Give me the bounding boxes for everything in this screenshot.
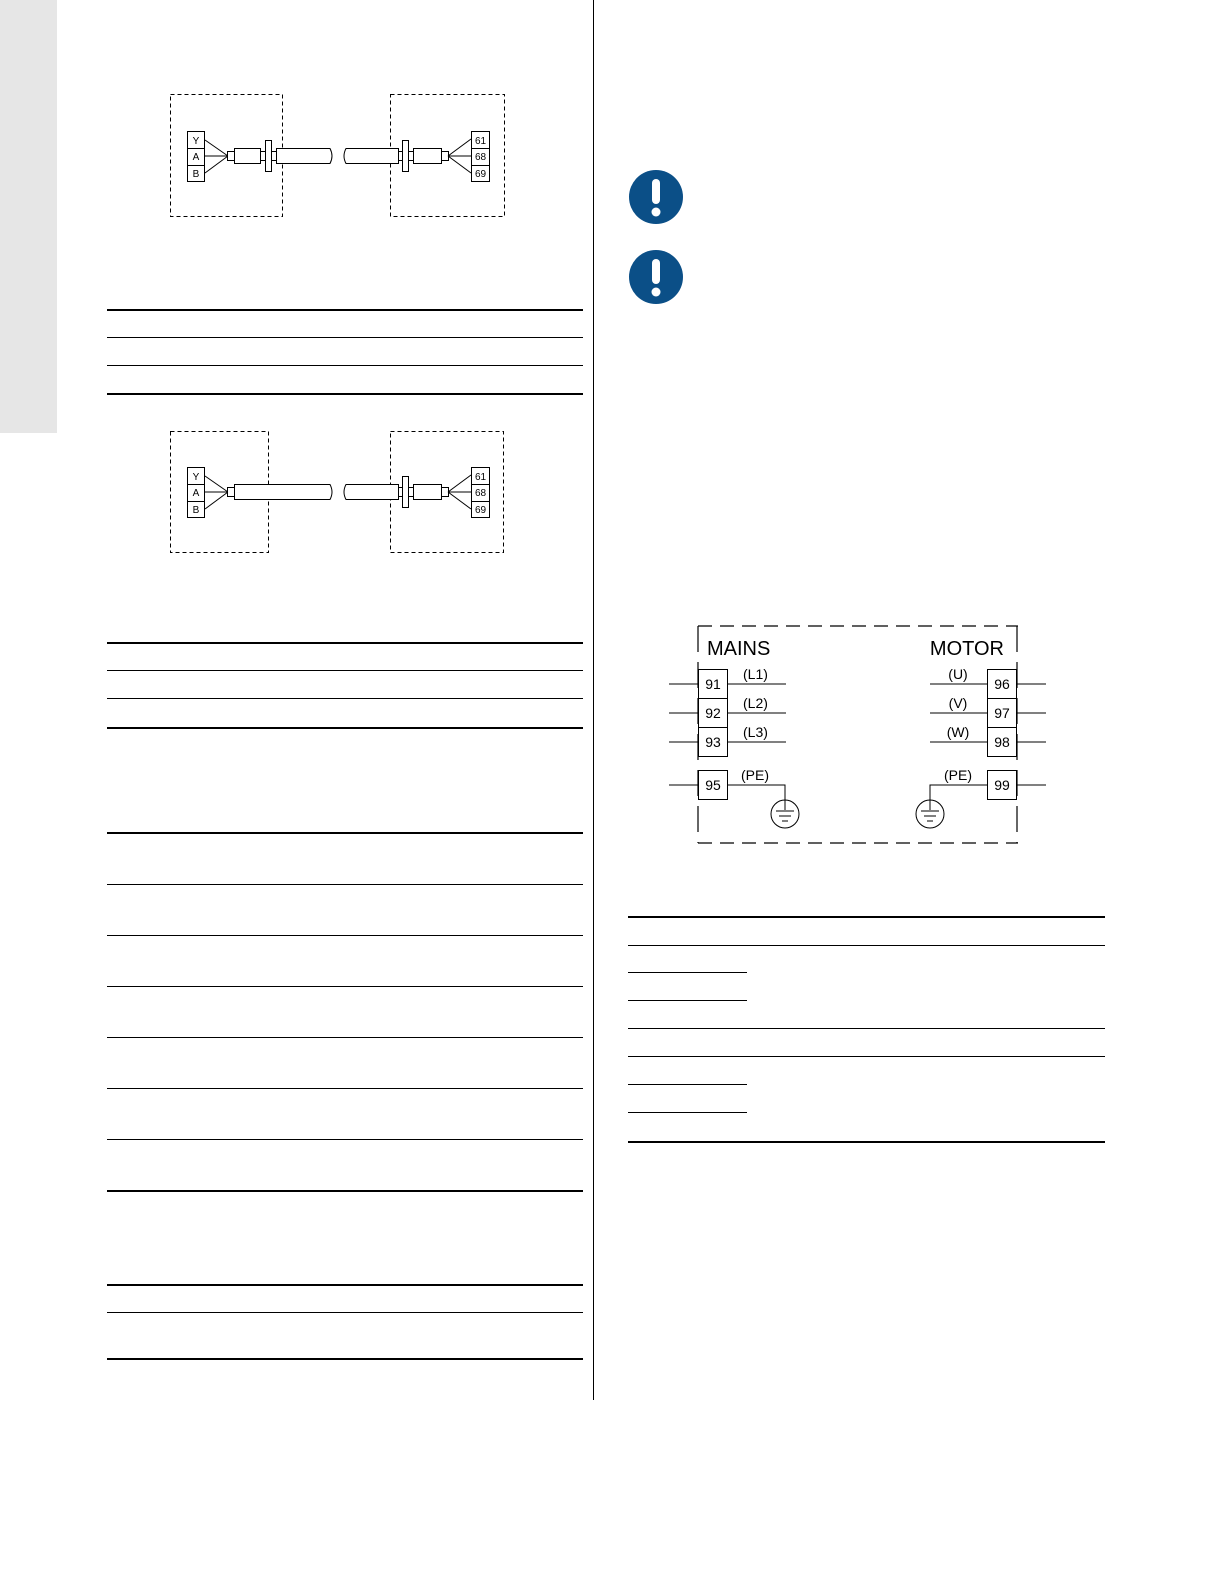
- table-rule: [628, 945, 1105, 946]
- left-terminal-b: B: [192, 169, 200, 180]
- motor-signal-pe: (PE): [944, 767, 972, 783]
- right-terminal-68: 68: [474, 152, 487, 163]
- mains-terminal-92: 92: [705, 705, 721, 721]
- table-rule: [107, 1284, 583, 1286]
- motor-signal-u: (U): [948, 666, 968, 682]
- table-rule: [628, 972, 747, 973]
- mains-terminal-95: 95: [705, 777, 721, 793]
- table-rule: [628, 1028, 1105, 1029]
- table-rule: [107, 986, 583, 987]
- right-terminal-68: 68: [474, 488, 487, 499]
- left-terminal-a: A: [192, 152, 200, 163]
- left-terminal-y: Y: [192, 136, 200, 147]
- right-terminal-69: 69: [474, 505, 487, 516]
- right-terminal-61: 61: [474, 472, 487, 483]
- mains-signal-l2: (L2): [743, 695, 768, 711]
- right-terminal-61: 61: [474, 136, 487, 147]
- table-rule: [107, 1139, 583, 1140]
- ground-symbol-icon: [771, 800, 799, 828]
- mains-title: MAINS: [707, 638, 771, 660]
- right-terminal-69: 69: [474, 169, 487, 180]
- mains-signal-l1: (L1): [743, 666, 768, 682]
- table-rule: [107, 935, 583, 936]
- ground-symbol-icon: [916, 800, 944, 828]
- motor-signal-w: (W): [946, 724, 970, 740]
- table-rule: [107, 1312, 583, 1313]
- mains-signal-l3: (L3): [743, 724, 768, 740]
- motor-terminal-98: 98: [994, 734, 1010, 750]
- left-terminal-a: A: [192, 488, 200, 499]
- table-rule: [628, 1056, 1105, 1057]
- table-rule: [107, 1190, 583, 1192]
- motor-terminal-96: 96: [994, 676, 1010, 692]
- motor-title: MOTOR: [929, 638, 1004, 660]
- table-rule: [628, 1084, 747, 1085]
- table-rule: [107, 1088, 583, 1089]
- motor-terminal-97: 97: [994, 705, 1010, 721]
- left-terminal-b: B: [192, 505, 200, 516]
- table-rule: [107, 1358, 583, 1360]
- mains-signal-pe: (PE): [741, 767, 769, 783]
- left-terminal-y: Y: [192, 472, 200, 483]
- table-rule: [628, 916, 1105, 918]
- table-rule: [628, 1112, 747, 1113]
- table-rule: [107, 1037, 583, 1038]
- table-rule: [628, 1000, 747, 1001]
- mains-terminal-91: 91: [705, 676, 721, 692]
- motor-terminal-99: 99: [994, 777, 1010, 793]
- table-rule: [628, 1141, 1105, 1143]
- motor-signal-v: (V): [948, 695, 968, 711]
- mains-terminal-93: 93: [705, 734, 721, 750]
